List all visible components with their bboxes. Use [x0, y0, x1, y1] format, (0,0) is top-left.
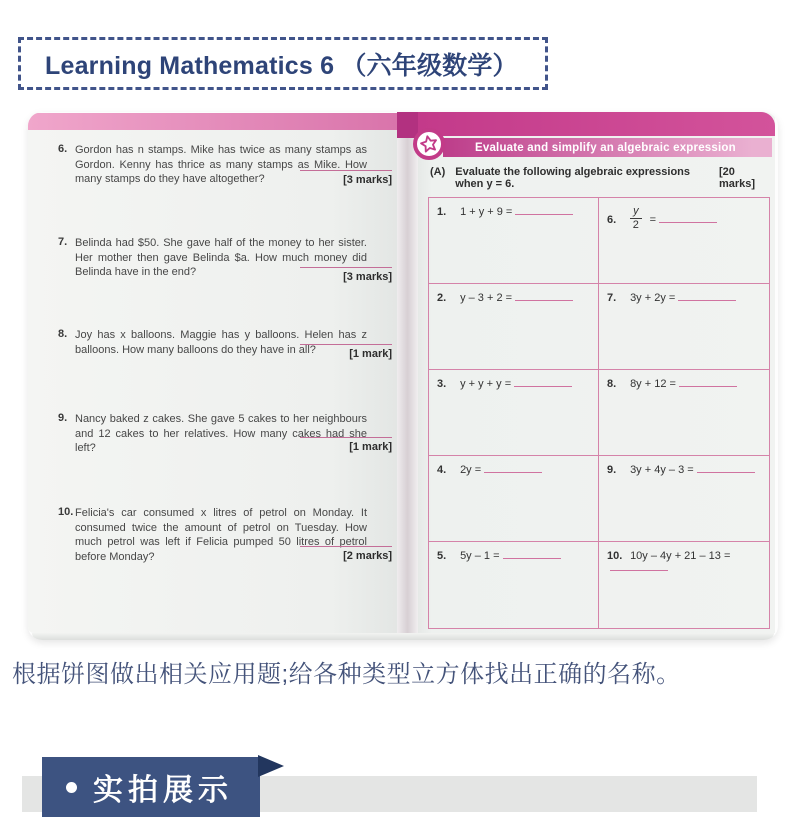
question-text: Belinda had $50. She gave half of the money to her sister. Her mother then gave Belinda $a. How much money did Belinda have in the end? [75, 237, 367, 279]
answer-line [300, 437, 392, 438]
question-item [58, 412, 397, 456]
question-number: 8. [58, 328, 68, 340]
marks-label: [2 marks] [343, 550, 392, 562]
topic-banner [443, 138, 772, 157]
exercise-cell: 7. 3y + 2y = [599, 284, 769, 370]
answer-line [679, 378, 737, 387]
question-text: Felicia's car consumed x litres of petrol on Monday. It consumed twice the amount of petrol on Tuesday. How much petrol was left if Felicia pumped 50 litres of petrol before Monday? [75, 507, 367, 563]
answer-line [300, 170, 392, 171]
question-item [58, 506, 397, 564]
workbook-photo [28, 112, 778, 640]
answer-line [300, 344, 392, 345]
section-ribbon [42, 757, 260, 817]
question-item [58, 328, 397, 360]
exercise-cell: 10. 10y – 4y + 21 – 13 = [599, 542, 769, 628]
exercise-cell: 9. 3y + 4y – 3 = [599, 456, 769, 542]
answer-line [503, 550, 561, 559]
page-title: Learning Mathematics 6 （六年级数学） [45, 51, 518, 80]
question-text: Nancy baked z cakes. She gave 5 cakes to her neighbours and 12 cakes to her relatives. How many cakes had she left? [75, 413, 367, 455]
page-stack-edge [32, 633, 774, 640]
marks-label: [1 mark] [349, 441, 392, 453]
section-label: (A) [430, 166, 446, 178]
marks-label: [3 marks] [343, 174, 392, 186]
question-number: 9. [58, 412, 68, 424]
marks-label: [3 marks] [343, 271, 392, 283]
exercise-cell: 6. $\frac{y}{2}$ = [599, 198, 769, 284]
answer-line [484, 464, 542, 473]
title-box [18, 37, 548, 90]
answer-line [659, 214, 717, 223]
workbook-right-page [418, 112, 775, 633]
question-number: 10. [58, 506, 74, 518]
bullet-dot-icon [66, 782, 77, 793]
fraction: $\frac{y}{2}$ [630, 206, 642, 231]
exercise-cell: 8. 8y + 12 = [599, 370, 769, 456]
marks-label: [1 mark] [349, 348, 392, 360]
ribbon-fold [258, 755, 284, 777]
answer-line [515, 206, 573, 215]
answer-line [610, 562, 668, 571]
answer-line [515, 292, 573, 301]
ribbon-label: 实拍展示 [93, 774, 233, 807]
book-spine [397, 112, 418, 633]
question-text: Gordon has n stamps. Mike has twice as many stamps as Gordon. Kenny has thrice as many stamps as Mike. How many stamps do they have altogether? [75, 144, 367, 186]
question-number: 7. [58, 236, 68, 248]
section-instruction [430, 166, 766, 190]
answer-line [678, 292, 736, 301]
topic-banner-label: Evaluate and simplify an algebraic expression [475, 141, 736, 154]
question-item [58, 143, 397, 187]
exercise-cell: 3. y + y + y = [429, 370, 599, 456]
star-icon [413, 128, 445, 160]
answer-line [300, 546, 392, 547]
workbook-left-page [28, 113, 397, 633]
question-number: 6. [58, 143, 68, 155]
answer-line [300, 267, 392, 268]
answer-line [697, 464, 755, 473]
exercise-cell: 5. 5y – 1 = [429, 542, 599, 628]
exercise-cell: 1. 1 + y + 9 = [429, 198, 599, 284]
exercise-cell: 2. y – 3 + 2 = [429, 284, 599, 370]
left-page-header-band [28, 113, 397, 130]
caption-text: 根据饼图做出相关应用题;给各种类型立方体找出正确的名称。 [12, 661, 681, 688]
right-page-cover-band [418, 112, 775, 136]
question-text: Joy has x balloons. Maggie has y balloons. Helen has z balloons. How many balloons do they have in all? [75, 329, 367, 356]
exercise-table [428, 197, 770, 629]
section-marks: [20 marks] [718, 166, 756, 190]
question-item [58, 236, 397, 283]
answer-line [514, 378, 572, 387]
exercise-cell: 4. 2y = [429, 456, 599, 542]
section-text: Evaluate the following algebraic expressions when y = 6. [455, 166, 691, 190]
